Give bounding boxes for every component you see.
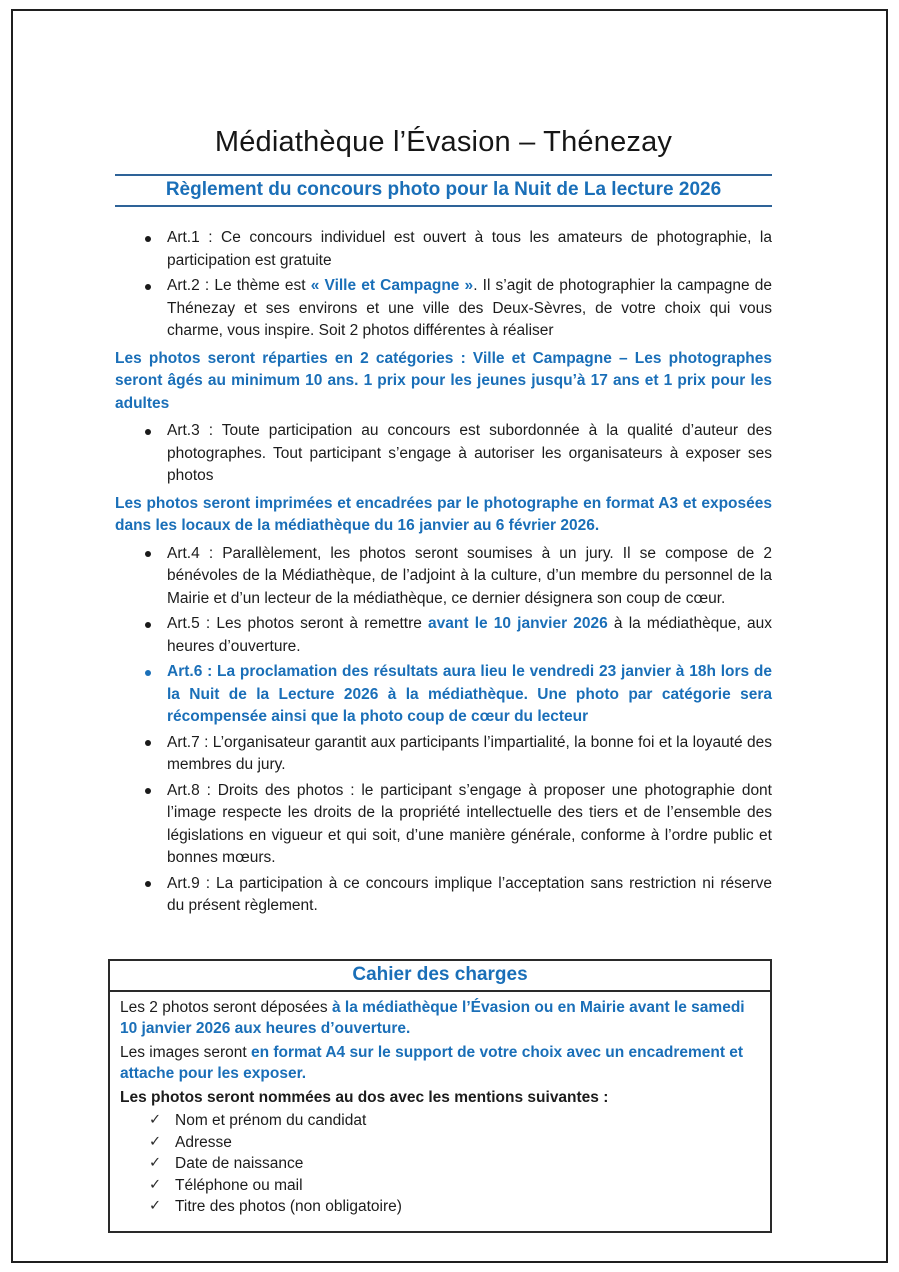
rule-art4-text: Art.4 : Parallèlement, les photos seront soumises à un jury. Il se compose de 2 bénévoles de la Médiathèque, de l’adjoint à la culture, d’un membre du personnel de la Mairie et d’un lecteur de la médiathèque, ce dernier désignera son coup de cœur. xyxy=(167,544,772,607)
check-item-adresse xyxy=(149,1132,760,1154)
check-item-adresse-text: Adresse xyxy=(175,1133,232,1151)
cahier-format-text-2: en format A4 sur le support de votre choix avec un encadrement et attache pour les exposer. xyxy=(120,1043,744,1082)
rule-art1-text: Art.1 : Ce concours individuel est ouvert à tous les amateurs de photographie, la participation est gratuite xyxy=(167,229,772,269)
document-title: Médiathèque l’Évasion – Thénezay xyxy=(214,126,673,158)
check-item-nom-text: Nom et prénom du candidat xyxy=(175,1112,367,1129)
cahier-heading: Cahier des charges xyxy=(110,961,770,992)
cahier-paragraph-mentions xyxy=(120,1087,760,1109)
cahier-paragraph-format xyxy=(120,1042,760,1085)
rule-art2-theme: « Ville et Campagne » xyxy=(310,277,474,294)
rule-art8-text: Art.8 : Droits des photos : le participant s’engage à proposer une photographie dont l’image respecte les droits de la propriété intellectuelle des tiers et de l’ensemble des législations en vigueur et qui soit, d’une manière générale, conforme à l’ordre public et bonnes mœurs. xyxy=(167,781,772,866)
rule-art9-text: Art.9 : La participation à ce concours implique l’acceptation sans restriction ni réserve du présent règlement. xyxy=(167,874,772,914)
note-format-a3-text: Les photos seront imprimées et encadrées par le photographe en format A3 et exposées dans les locaux de la médiathèque du 16 janvier au 6 février 2026. xyxy=(115,494,772,534)
cahier-paragraph-depot xyxy=(120,997,760,1040)
note-categories-text: Les photos seront réparties en 2 catégories : Ville et Campagne – Les photographes seront âgés au minimum 10 ans. 1 prix pour les jeunes jusqu’à 17 ans et 1 prix pour les adultes xyxy=(115,349,772,412)
rule-art5-deadline: avant le 10 janvier 2026 xyxy=(428,615,608,632)
check-item-titre-text: Titre des photos (non obligatoire) xyxy=(175,1198,402,1215)
rule-art6 xyxy=(115,661,772,729)
cahier-mentions-text: Les photos seront nommées au dos avec les mentions suivantes : xyxy=(120,1088,609,1106)
rule-art7-text: Art.7 : L’organisateur garantit aux participants l’impartialité, la bonne foi et la loyauté des membres du jury. xyxy=(167,733,772,773)
rule-art5 xyxy=(115,613,772,658)
check-icon: ✓ xyxy=(149,1198,162,1214)
document-page xyxy=(115,0,772,1233)
rule-art8 xyxy=(115,780,772,870)
check-item-telephone xyxy=(149,1175,760,1197)
check-item-naissance xyxy=(149,1153,760,1175)
rules-list xyxy=(115,227,772,918)
rule-art3-text: Art.3 : Toute participation au concours est subordonnée à la qualité d’auteur des photographes. Tout participant s’engage à autoriser les organisateurs à exposer ses photos xyxy=(167,422,772,484)
rule-art6-text: Art.6 : La proclamation des résultats aura lieu le vendredi 23 janvier à 18h lors de la Nuit de la Lecture 2026 à la médiathèque. Une photo par catégorie sera récompensée ainsi que la photo coup de cœur du lecteur xyxy=(167,663,772,725)
check-icon: ✓ xyxy=(149,1176,162,1193)
check-icon: ✓ xyxy=(149,1133,162,1150)
check-item-nom xyxy=(149,1110,760,1132)
rules-heading-text: Règlement du concours photo pour la Nuit de La lecture 2026 xyxy=(165,179,722,200)
check-item-titre xyxy=(149,1196,760,1218)
cahier-body xyxy=(110,992,770,1231)
rule-art5-text-1: Art.5 : Les photos seront à remettre xyxy=(167,615,429,632)
rule-art1 xyxy=(115,227,772,272)
cahier-depot-text-2: à la médiathèque l’Évasion ou en Mairie avant le samedi 10 janvier 2026 aux heures d’ouverture. xyxy=(120,998,745,1037)
check-item-naissance-text: Date de naissance xyxy=(175,1155,304,1172)
check-item-telephone-text: Téléphone ou mail xyxy=(175,1176,303,1194)
cahier-checklist xyxy=(120,1110,760,1218)
rule-art5-text-2: à la médiathèque, aux heures d’ouverture. xyxy=(167,615,772,655)
note-format-a3 xyxy=(115,493,772,538)
cahier-des-charges-box xyxy=(108,959,772,1233)
cahier-depot-text-1: Les 2 photos seront déposées xyxy=(120,998,332,1016)
rule-art9 xyxy=(115,873,772,918)
rule-art7 xyxy=(115,732,772,777)
check-icon: ✓ xyxy=(149,1155,162,1171)
rule-art3 xyxy=(115,420,772,488)
note-categories xyxy=(115,348,772,416)
check-icon: ✓ xyxy=(149,1112,162,1128)
rules-heading xyxy=(115,174,772,207)
rule-art2-text-1: Art.2 : Le thème est xyxy=(167,277,311,294)
rule-art4 xyxy=(115,543,772,611)
rule-art2 xyxy=(115,275,772,343)
rule-art2-text-2: . Il s’agit de photographier la campagne de Thénezay et ses environs et une ville des Deux-Sèvres, de votre choix qui vous charme, vous inspire. Soit 2 photos différentes à réaliser xyxy=(167,277,772,339)
cahier-format-text-1: Les images seront xyxy=(120,1043,251,1061)
